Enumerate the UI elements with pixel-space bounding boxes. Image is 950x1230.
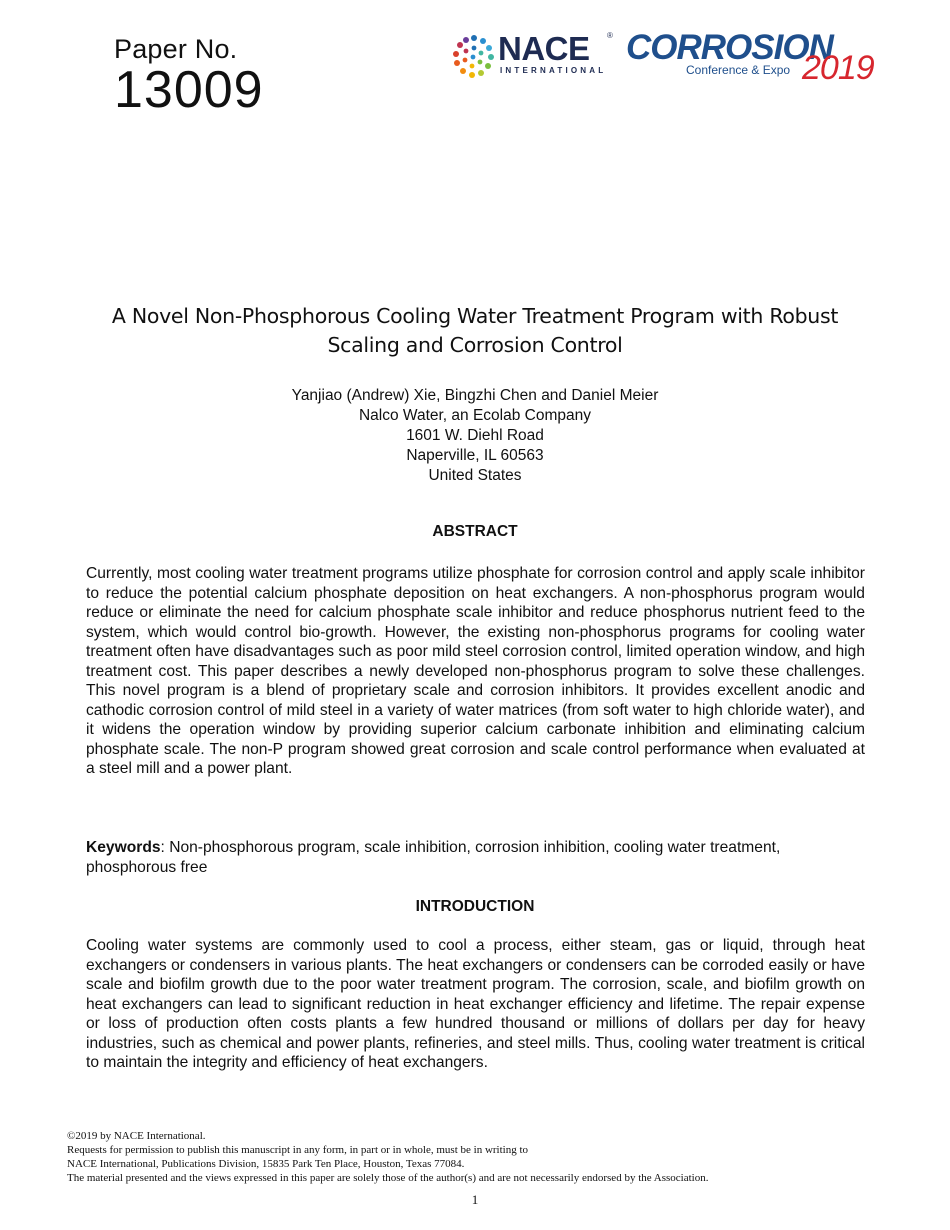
abstract-text: Currently, most cooling water treatment programs utilize phosphate for corrosion control and apply scale inhibitor to reduce the potential calcium phosphate deposition on heat exchangers. A non-phosphorus program would reduce or eliminate the need for calcium phosphate scale inhibitor and reduce phosphorus nutrient feed to the system, which would control bio-growth. However, the existing non-phosphorus programs for cooling water treatment often have disadvantages such as poor mild steel corrosion control, limited operation window, and high treatment cost. This paper describes a newly developed non-phosphorus program to solve these challenges. This novel program is a blend of proprietary scale and corrosion inhibitors. It provides excellent anodic and cathodic corrosion control of mild steel in a variety of water matrices (from soft water to high chloride water), and it widens the operation window by providing superior calcium carbonate inhibition and eliminating calcium phosphate scale. The non-P program showed great corrosion and scale control performance when evaluated at a steel mill and a power plant. (86, 565, 865, 777)
nace-logo-text: NACE (498, 30, 590, 67)
author-street: 1601 W. Diehl Road (406, 427, 544, 444)
corrosion-logo-text: CORROSION (626, 28, 833, 67)
paper-title: A Novel Non-Phosphorous Cooling Water Treatment Program with Robust Scaling and Corrosion Control (111, 304, 839, 357)
footer-permission: Requests for permission to publish this manuscript in any form, in part or in whole, must be in writing to (67, 1144, 529, 1156)
footer-address: NACE International, Publications Division, 15835 Park Ten Place, Houston, Texas 77084. (67, 1158, 465, 1170)
introduction-heading: INTRODUCTION (415, 898, 535, 915)
paper-number-block (114, 34, 264, 119)
introduction-text: Cooling water systems are commonly used to cool a process, either steam, gas or liquid, through heat exchangers or condensers in various plants. The heat exchangers or condensers can be corroded easily or have scale and biofilm growth due to the poor water treatment program. The corrosion, scale, and biofilm growth on heat exchangers can lead to significant reduction in heat exchanger efficiency and lifetime. The repair expense or loss of production often costs plants a few hundred thousand or millions of dollars per day for heavy industries, such as chemical and power plants, refineries, and steel mills. Thus, cooling water treatment is critical to maintain the integrity and efficiency of heat exchangers. (86, 937, 865, 1071)
author-company: Nalco Water, an Ecolab Company (358, 407, 592, 424)
keywords-text: : Non-phosphorous program, scale inhibition, corrosion inhibition, cooling water treatment, phosphorous free (86, 839, 781, 876)
conference-year: 2019 (802, 49, 874, 87)
corrosion-2019-logo (626, 28, 886, 88)
author-block (80, 386, 870, 486)
author-city: Naperville, IL 60563 (406, 447, 544, 464)
keywords-paragraph (86, 838, 865, 877)
nace-logo (452, 32, 622, 82)
page-number: 1 (471, 1192, 479, 1207)
nace-registered-mark: ® (607, 31, 613, 40)
nace-logo-subtext: INTERNATIONAL (500, 66, 607, 75)
copyright-footer (67, 1129, 708, 1185)
nace-globe-icon (452, 34, 496, 80)
footer-copyright: ©2019 by NACE International. (67, 1130, 206, 1142)
footer-disclaimer: The material presented and the views expressed in this paper are solely those of the author(s) and are not necessarily endorsed by the Association. (67, 1172, 709, 1184)
author-country: United States (428, 467, 522, 484)
keywords-label: Keywords (86, 839, 161, 856)
author-names: Yanjiao (Andrew) Xie, Bingzhi Chen and Daniel Meier (291, 387, 659, 404)
paper-label: Paper No. (114, 34, 238, 64)
abstract-heading: ABSTRACT (432, 523, 518, 540)
conference-expo-text: Conference & Expo (686, 63, 791, 77)
paper-number: 13009 (114, 61, 264, 119)
